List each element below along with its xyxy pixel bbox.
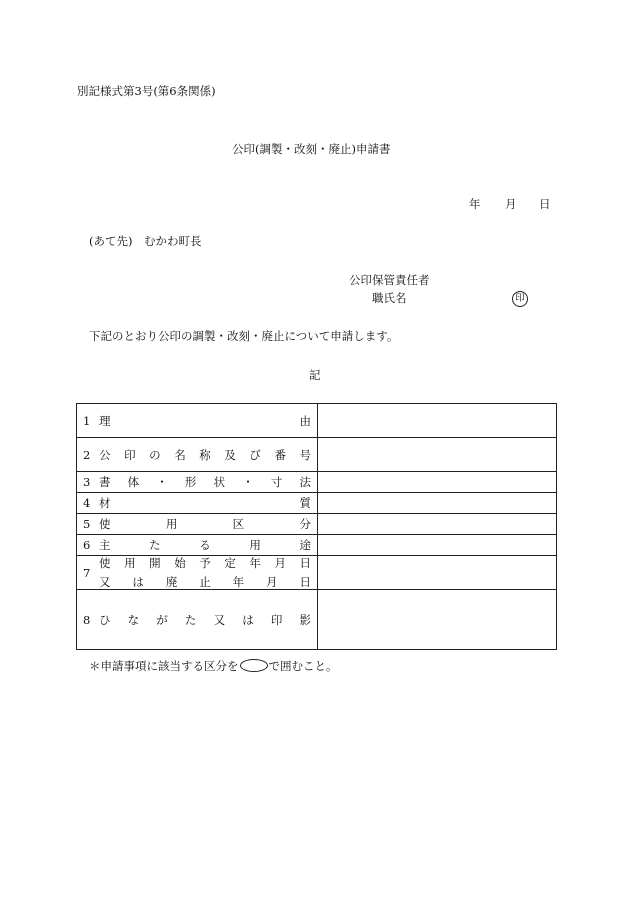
label-char: 材 bbox=[99, 496, 111, 510]
label-char: の bbox=[149, 447, 161, 462]
table-row bbox=[77, 438, 557, 472]
label-char: る bbox=[199, 538, 211, 552]
label-char: 途 bbox=[299, 538, 311, 552]
table-row bbox=[77, 556, 557, 590]
document-title: 公印(調製・改刻・廃止)申請書 bbox=[232, 142, 391, 156]
label-char: が bbox=[156, 612, 168, 627]
intro-text: 下記のとおり公印の調製・改刻・廃止について申請します。 bbox=[89, 329, 399, 343]
label-char: 用 bbox=[124, 556, 136, 570]
label-char: 用 bbox=[165, 517, 178, 531]
label-char: ・ bbox=[156, 475, 168, 489]
label-char: 月 bbox=[274, 556, 286, 570]
row-label bbox=[99, 537, 311, 553]
row-value-cell[interactable] bbox=[318, 590, 557, 650]
seal-mark: 印 bbox=[512, 291, 528, 307]
label-char: 印 bbox=[270, 612, 283, 627]
footnote bbox=[89, 659, 338, 673]
label-char: 区 bbox=[232, 517, 245, 531]
label-char: 又 bbox=[99, 575, 111, 589]
table-row bbox=[77, 472, 557, 493]
label-char: 質 bbox=[299, 496, 311, 510]
label-char: 由 bbox=[299, 413, 311, 428]
row-label bbox=[99, 447, 311, 463]
label-char: 理 bbox=[99, 413, 111, 428]
row-label bbox=[99, 474, 311, 490]
label-char: 影 bbox=[299, 612, 311, 627]
label-char: 開 bbox=[149, 556, 161, 570]
label-char: ひ bbox=[99, 612, 111, 627]
label-char: は bbox=[132, 575, 144, 589]
label-char: 廃 bbox=[165, 575, 178, 589]
label-char: 寸 bbox=[270, 475, 283, 489]
label-char: び bbox=[249, 447, 261, 462]
row-label-cell bbox=[77, 472, 318, 493]
label-char: 名 bbox=[174, 447, 186, 462]
row-label-cell bbox=[77, 404, 318, 438]
row-label-cell bbox=[77, 493, 318, 514]
row-number: 7 bbox=[83, 565, 91, 580]
row-number: 5 bbox=[83, 517, 91, 531]
date-year: 年 bbox=[469, 197, 481, 211]
application-table bbox=[76, 403, 557, 650]
row-label-cell bbox=[77, 514, 318, 535]
label-char: 年 bbox=[249, 556, 261, 570]
label-char: 状 bbox=[213, 475, 226, 489]
table-row bbox=[77, 590, 557, 650]
date-month: 月 bbox=[505, 197, 517, 211]
label-char: た bbox=[184, 612, 197, 627]
label-char: 公 bbox=[99, 447, 111, 462]
label-char: 印 bbox=[124, 447, 136, 462]
label-char: 主 bbox=[99, 538, 111, 552]
row-value-cell[interactable] bbox=[318, 404, 557, 438]
row-value-cell[interactable] bbox=[318, 514, 557, 535]
label-char: 番 bbox=[274, 447, 286, 462]
row-label bbox=[99, 612, 311, 628]
label-char: 形 bbox=[184, 475, 197, 489]
label-char: 日 bbox=[299, 575, 311, 589]
row-value-cell[interactable] bbox=[318, 493, 557, 514]
footnote-after: で囲むこと。 bbox=[268, 659, 338, 673]
ki-heading: 記 bbox=[309, 368, 321, 382]
label-char: 定 bbox=[224, 556, 236, 570]
label-char: 及 bbox=[224, 447, 236, 462]
row-value-cell[interactable] bbox=[318, 438, 557, 472]
oval-mark bbox=[240, 659, 268, 672]
table-row bbox=[77, 535, 557, 556]
row-number: 6 bbox=[83, 538, 91, 552]
table-row bbox=[77, 493, 557, 514]
row-label bbox=[99, 555, 311, 571]
row-label-cell bbox=[77, 535, 318, 556]
label-char: 始 bbox=[174, 556, 186, 570]
applicant-role: 公印保管責任者 bbox=[349, 273, 430, 287]
label-char: 月 bbox=[266, 575, 278, 589]
row-label-cell bbox=[77, 438, 318, 472]
row-label bbox=[99, 516, 311, 532]
label-char: は bbox=[242, 612, 254, 627]
label-char: 使 bbox=[99, 556, 111, 570]
label-char: ・ bbox=[242, 475, 254, 489]
row-number: 4 bbox=[83, 496, 91, 510]
row-number: 3 bbox=[83, 475, 91, 489]
table-row bbox=[77, 404, 557, 438]
row-label bbox=[99, 413, 311, 429]
addressee: (あて先) むかわ町長 bbox=[89, 234, 202, 248]
applicant-name-label: 職氏名 bbox=[372, 291, 407, 305]
label-char: 使 bbox=[99, 517, 111, 531]
label-char: 年 bbox=[232, 575, 245, 589]
label-char: 日 bbox=[299, 556, 311, 570]
label-char: 又 bbox=[213, 612, 226, 627]
form-number: 別記様式第3号(第6条関係) bbox=[77, 84, 216, 98]
row-number: 2 bbox=[83, 447, 91, 462]
row-value-cell[interactable] bbox=[318, 535, 557, 556]
label-char: 予 bbox=[199, 556, 211, 570]
row-value-cell[interactable] bbox=[318, 556, 557, 590]
row-label-cell bbox=[77, 590, 318, 650]
label-char: 止 bbox=[199, 575, 211, 589]
label-char: 法 bbox=[299, 475, 311, 489]
label-char: 称 bbox=[199, 447, 211, 462]
label-char: 書 bbox=[99, 475, 111, 489]
row-label bbox=[99, 574, 311, 590]
label-char: 号 bbox=[299, 447, 311, 462]
table-row bbox=[77, 514, 557, 535]
label-char: 体 bbox=[127, 475, 140, 489]
footnote-before: ＊申請事項に該当する区分を bbox=[89, 659, 239, 673]
row-label bbox=[99, 495, 311, 511]
row-value-cell[interactable] bbox=[318, 472, 557, 493]
row-number: 1 bbox=[83, 413, 91, 428]
date-day: 日 bbox=[539, 197, 551, 211]
row-number: 8 bbox=[83, 612, 91, 627]
label-char: 分 bbox=[299, 517, 311, 531]
label-char: た bbox=[149, 538, 161, 552]
label-char: 用 bbox=[249, 538, 261, 552]
label-char: な bbox=[127, 612, 140, 627]
row-label-cell bbox=[77, 556, 318, 590]
